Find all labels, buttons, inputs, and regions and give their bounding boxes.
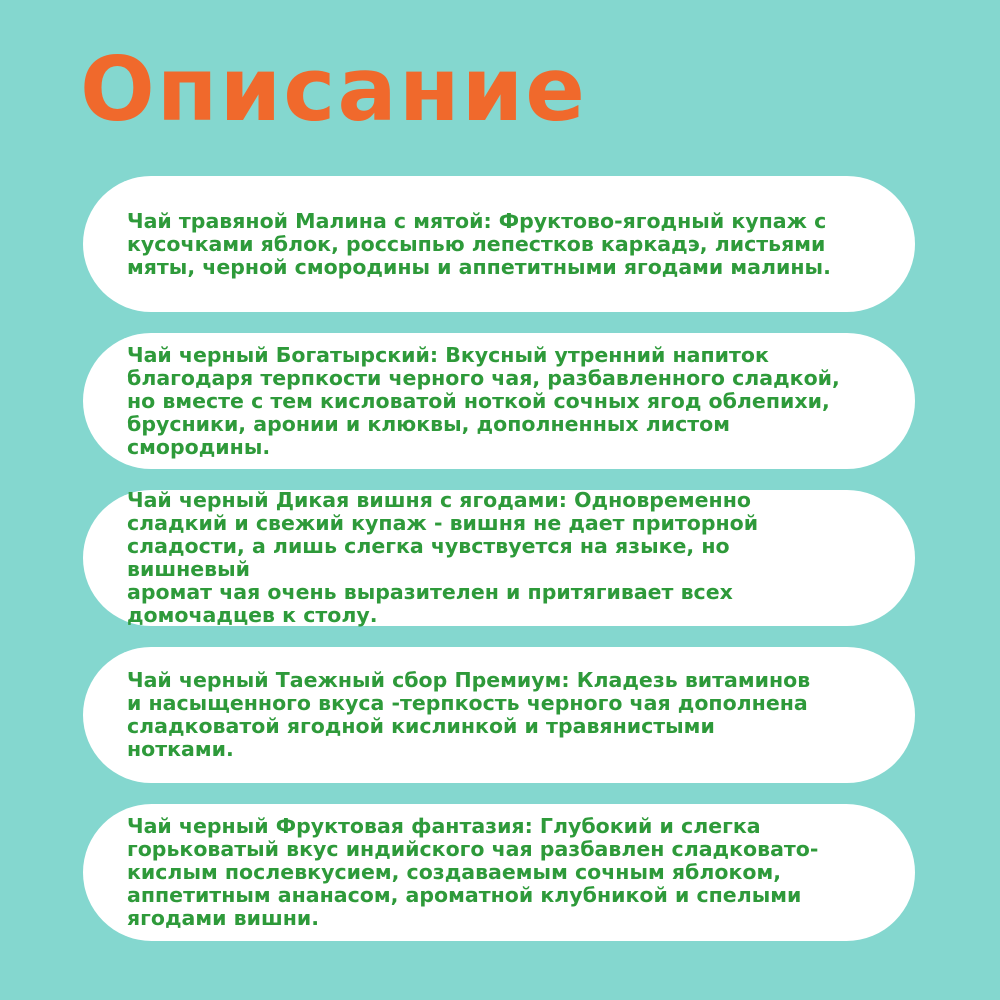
description-text: Чай черный Таежный сбор Премиум: Кладезь витаминов и насыщенного вкуса -терпкость черного чая дополнена сладковатой ягодной кислинкой и травянистыми нотками. — [127, 668, 811, 761]
description-text: Чай черный Дикая вишня с ягодами: Одновременно сладкий и свежий купаж - вишня не дает приторной сладости, а лишь слегка чувствуется на языке, но вишневый аромат чая очень выразителен и притягивает всех домочадцев к столу. — [127, 488, 759, 627]
description-card-fruit-fantasy — [83, 804, 915, 941]
description-text: Чай травяной Малина с мятой: Фруктово-ягодный купаж с кусочками яблок, россыпью лепестков каркадэ, листьями мяты, черной смородины и аппетитными ягодами малины. — [127, 208, 831, 279]
description-text: Чай черный Фруктовая фантазия: Глубокий и слегка горьковатый вкус индийского чая разбавлен сладковато- кислым послевкусием, создаваемым сочным яблоком, аппетитным ананасом, ароматной клубникой и спелыми ягодами вишни. — [127, 814, 819, 930]
description-card-malina — [83, 176, 915, 312]
description-text: Чай черный Богатырский: Вкусный утренний напиток благодаря терпкости черного чая, разбавленного сладкой, но вместе с тем кисловатой ноткой сочных ягод облепихи, брусники, аронии и клюквы, дополненных листом смородины. — [127, 342, 840, 459]
description-card-bogatyrsky — [83, 333, 915, 469]
description-card-wild-cherry — [83, 490, 915, 626]
page-title: Описание — [80, 38, 587, 141]
description-card-taiga — [83, 647, 915, 783]
